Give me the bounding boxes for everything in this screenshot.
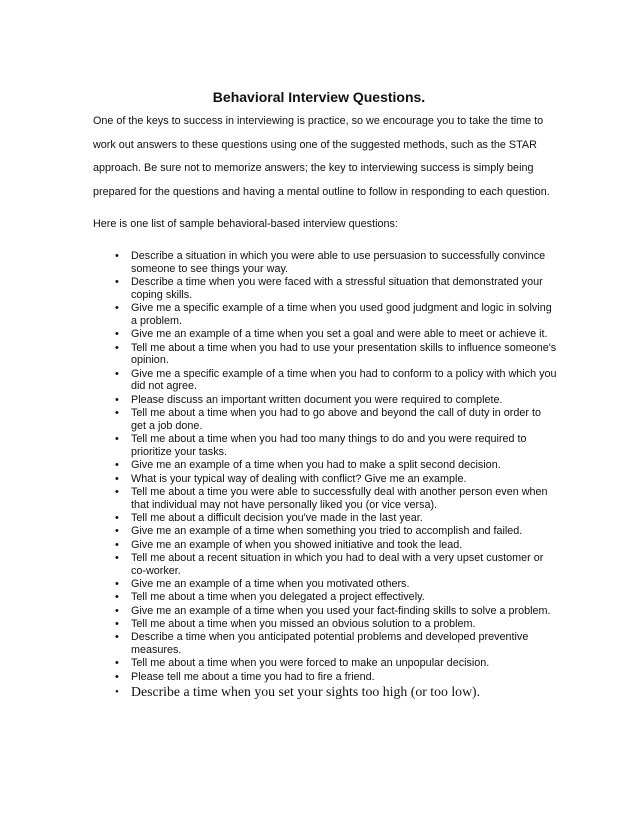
bullet-icon: • bbox=[115, 591, 119, 604]
question-item bbox=[0, 473, 638, 486]
bullet-icon: • bbox=[115, 670, 119, 683]
question-text-line: measures. bbox=[131, 643, 182, 656]
question-item bbox=[0, 512, 638, 525]
question-text-line: that individual may not have personally liked you (or vice versa). bbox=[131, 498, 438, 511]
question-text-line: Tell me about a difficult decision you've made in the last year. bbox=[131, 511, 423, 524]
question-item bbox=[0, 552, 638, 578]
bullet-icon: • bbox=[115, 617, 119, 630]
bullet-icon: • bbox=[115, 604, 119, 617]
question-item bbox=[0, 407, 638, 433]
question-item bbox=[0, 631, 638, 657]
question-text-line: What is your typical way of dealing with conflict? Give me an example. bbox=[131, 472, 467, 485]
question-text-line: co-worker. bbox=[131, 564, 181, 577]
bullet-icon: • bbox=[115, 250, 119, 262]
bullet-icon: • bbox=[115, 393, 119, 406]
question-text-line: Tell me about a time when you delegated a project effectively. bbox=[131, 591, 425, 604]
question-text-line: Give me an example of when you showed initiative and took the lead. bbox=[131, 538, 463, 551]
bullet-icon: • bbox=[115, 341, 119, 354]
bullet-icon: • bbox=[115, 367, 119, 380]
question-item bbox=[0, 433, 638, 459]
question-item bbox=[0, 539, 638, 552]
bullet-icon: • bbox=[115, 328, 119, 341]
question-item bbox=[0, 342, 638, 368]
question-text-line: Give me a specific example of a time when you used good judgment and logic in solving bbox=[131, 302, 552, 315]
intro-line: One of the keys to success in interviewing is practice, so we encourage you to take the time to bbox=[93, 115, 544, 127]
bullet-icon: • bbox=[115, 276, 119, 289]
bullet-icon: • bbox=[115, 459, 119, 472]
question-text-line: Please tell me about a time you had to fire a friend. bbox=[131, 670, 375, 683]
question-item bbox=[0, 618, 638, 631]
intro-line: prepared for the questions and having a mental outline to follow in responding to each question. bbox=[93, 185, 550, 198]
bullet-icon: • bbox=[115, 407, 119, 420]
question-text-line: Tell me about a time when you missed an obvious solution to a problem. bbox=[131, 617, 476, 630]
question-text-line: Give me an example of a time when something you tried to accomplish and failed. bbox=[131, 525, 523, 538]
question-text-line: did not agree. bbox=[131, 380, 198, 393]
question-item bbox=[0, 578, 638, 591]
question-text-line: Tell me about a time when you were forced to make an unpopular decision. bbox=[131, 657, 490, 670]
question-list bbox=[0, 250, 638, 700]
question-text-line: Please discuss an important written document you were required to complete. bbox=[131, 393, 503, 406]
question-text-line: someone to see things your way. bbox=[131, 262, 289, 275]
bullet-icon: • bbox=[115, 551, 119, 564]
question-text-line: Describe a time when you set your sights too high (or too low). bbox=[131, 683, 481, 699]
question-text-line: Give me an example of a time when you had to make a split second decision. bbox=[131, 459, 501, 472]
bullet-icon: • bbox=[115, 538, 119, 551]
question-item bbox=[0, 591, 638, 604]
question-item bbox=[0, 525, 638, 538]
intro-line: work out answers to these questions using one of the suggested methods, such as the STAR bbox=[93, 138, 537, 151]
question-text-line: Give me an example of a time when you used your fact-finding skills to solve a problem. bbox=[131, 604, 551, 617]
question-text-line: a problem. bbox=[131, 314, 183, 327]
question-text-line: Tell me about a time when you had too many things to do and you were required to bbox=[131, 433, 527, 446]
question-item bbox=[0, 605, 638, 618]
question-text-line: Give me a specific example of a time when you had to conform to a policy with which you bbox=[131, 367, 557, 380]
bullet-icon: • bbox=[115, 485, 119, 498]
question-item bbox=[0, 657, 638, 670]
question-item bbox=[0, 671, 638, 684]
question-item bbox=[0, 684, 638, 700]
bullet-icon: • bbox=[115, 302, 119, 315]
list-lead-in: Here is one list of sample behavioral-based interview questions: bbox=[93, 218, 398, 230]
page-title: Behavioral Interview Questions. bbox=[212, 89, 426, 105]
bullet-icon: • bbox=[115, 577, 119, 590]
question-text-line: Describe a time when you were faced with a stressful situation that demonstrated your bbox=[131, 276, 543, 289]
question-text-line: opinion. bbox=[131, 354, 169, 367]
question-item bbox=[0, 276, 638, 302]
bullet-icon: • bbox=[115, 511, 119, 524]
question-text-line: Tell me about a time when you had to go above and beyond the call of duty in order to bbox=[131, 407, 541, 420]
question-item bbox=[0, 459, 638, 472]
question-text-line: get a job done. bbox=[131, 419, 203, 432]
question-text-line: Give me an example of a time when you motivated others. bbox=[131, 577, 410, 590]
question-text-line: coping skills. bbox=[131, 288, 193, 301]
bullet-icon: • bbox=[115, 433, 119, 446]
question-item bbox=[0, 250, 638, 276]
question-text-line: Describe a time when you anticipated potential problems and developed preventive bbox=[131, 631, 529, 644]
question-text-line: Tell me about a recent situation in which you had to deal with a very upset customer or bbox=[131, 551, 544, 564]
bullet-icon: • bbox=[115, 472, 119, 485]
bullet-icon: • bbox=[115, 525, 119, 538]
question-item bbox=[0, 368, 638, 394]
bullet-icon: • bbox=[115, 657, 119, 670]
intro-paragraph bbox=[93, 110, 553, 204]
question-text-line: prioritize your tasks. bbox=[131, 445, 228, 458]
question-item bbox=[0, 328, 638, 341]
bullet-icon: • bbox=[115, 631, 119, 644]
intro-line: approach. Be sure not to memorize answers; the key to interviewing success is simply being bbox=[93, 162, 534, 174]
question-text-line: Give me an example of a time when you set a goal and were able to meet or achieve it. bbox=[131, 328, 548, 341]
question-item bbox=[0, 486, 638, 512]
question-text-line: Tell me about a time when you had to use your presentation skills to influence someone's bbox=[131, 341, 557, 354]
question-item bbox=[0, 394, 638, 407]
question-text-line: Tell me about a time you were able to successfully deal with another person even when bbox=[131, 485, 548, 498]
question-item bbox=[0, 302, 638, 328]
question-text-line: Describe a situation in which you were able to use persuasion to successfully convince bbox=[131, 250, 546, 262]
bullet-icon: • bbox=[115, 685, 119, 698]
